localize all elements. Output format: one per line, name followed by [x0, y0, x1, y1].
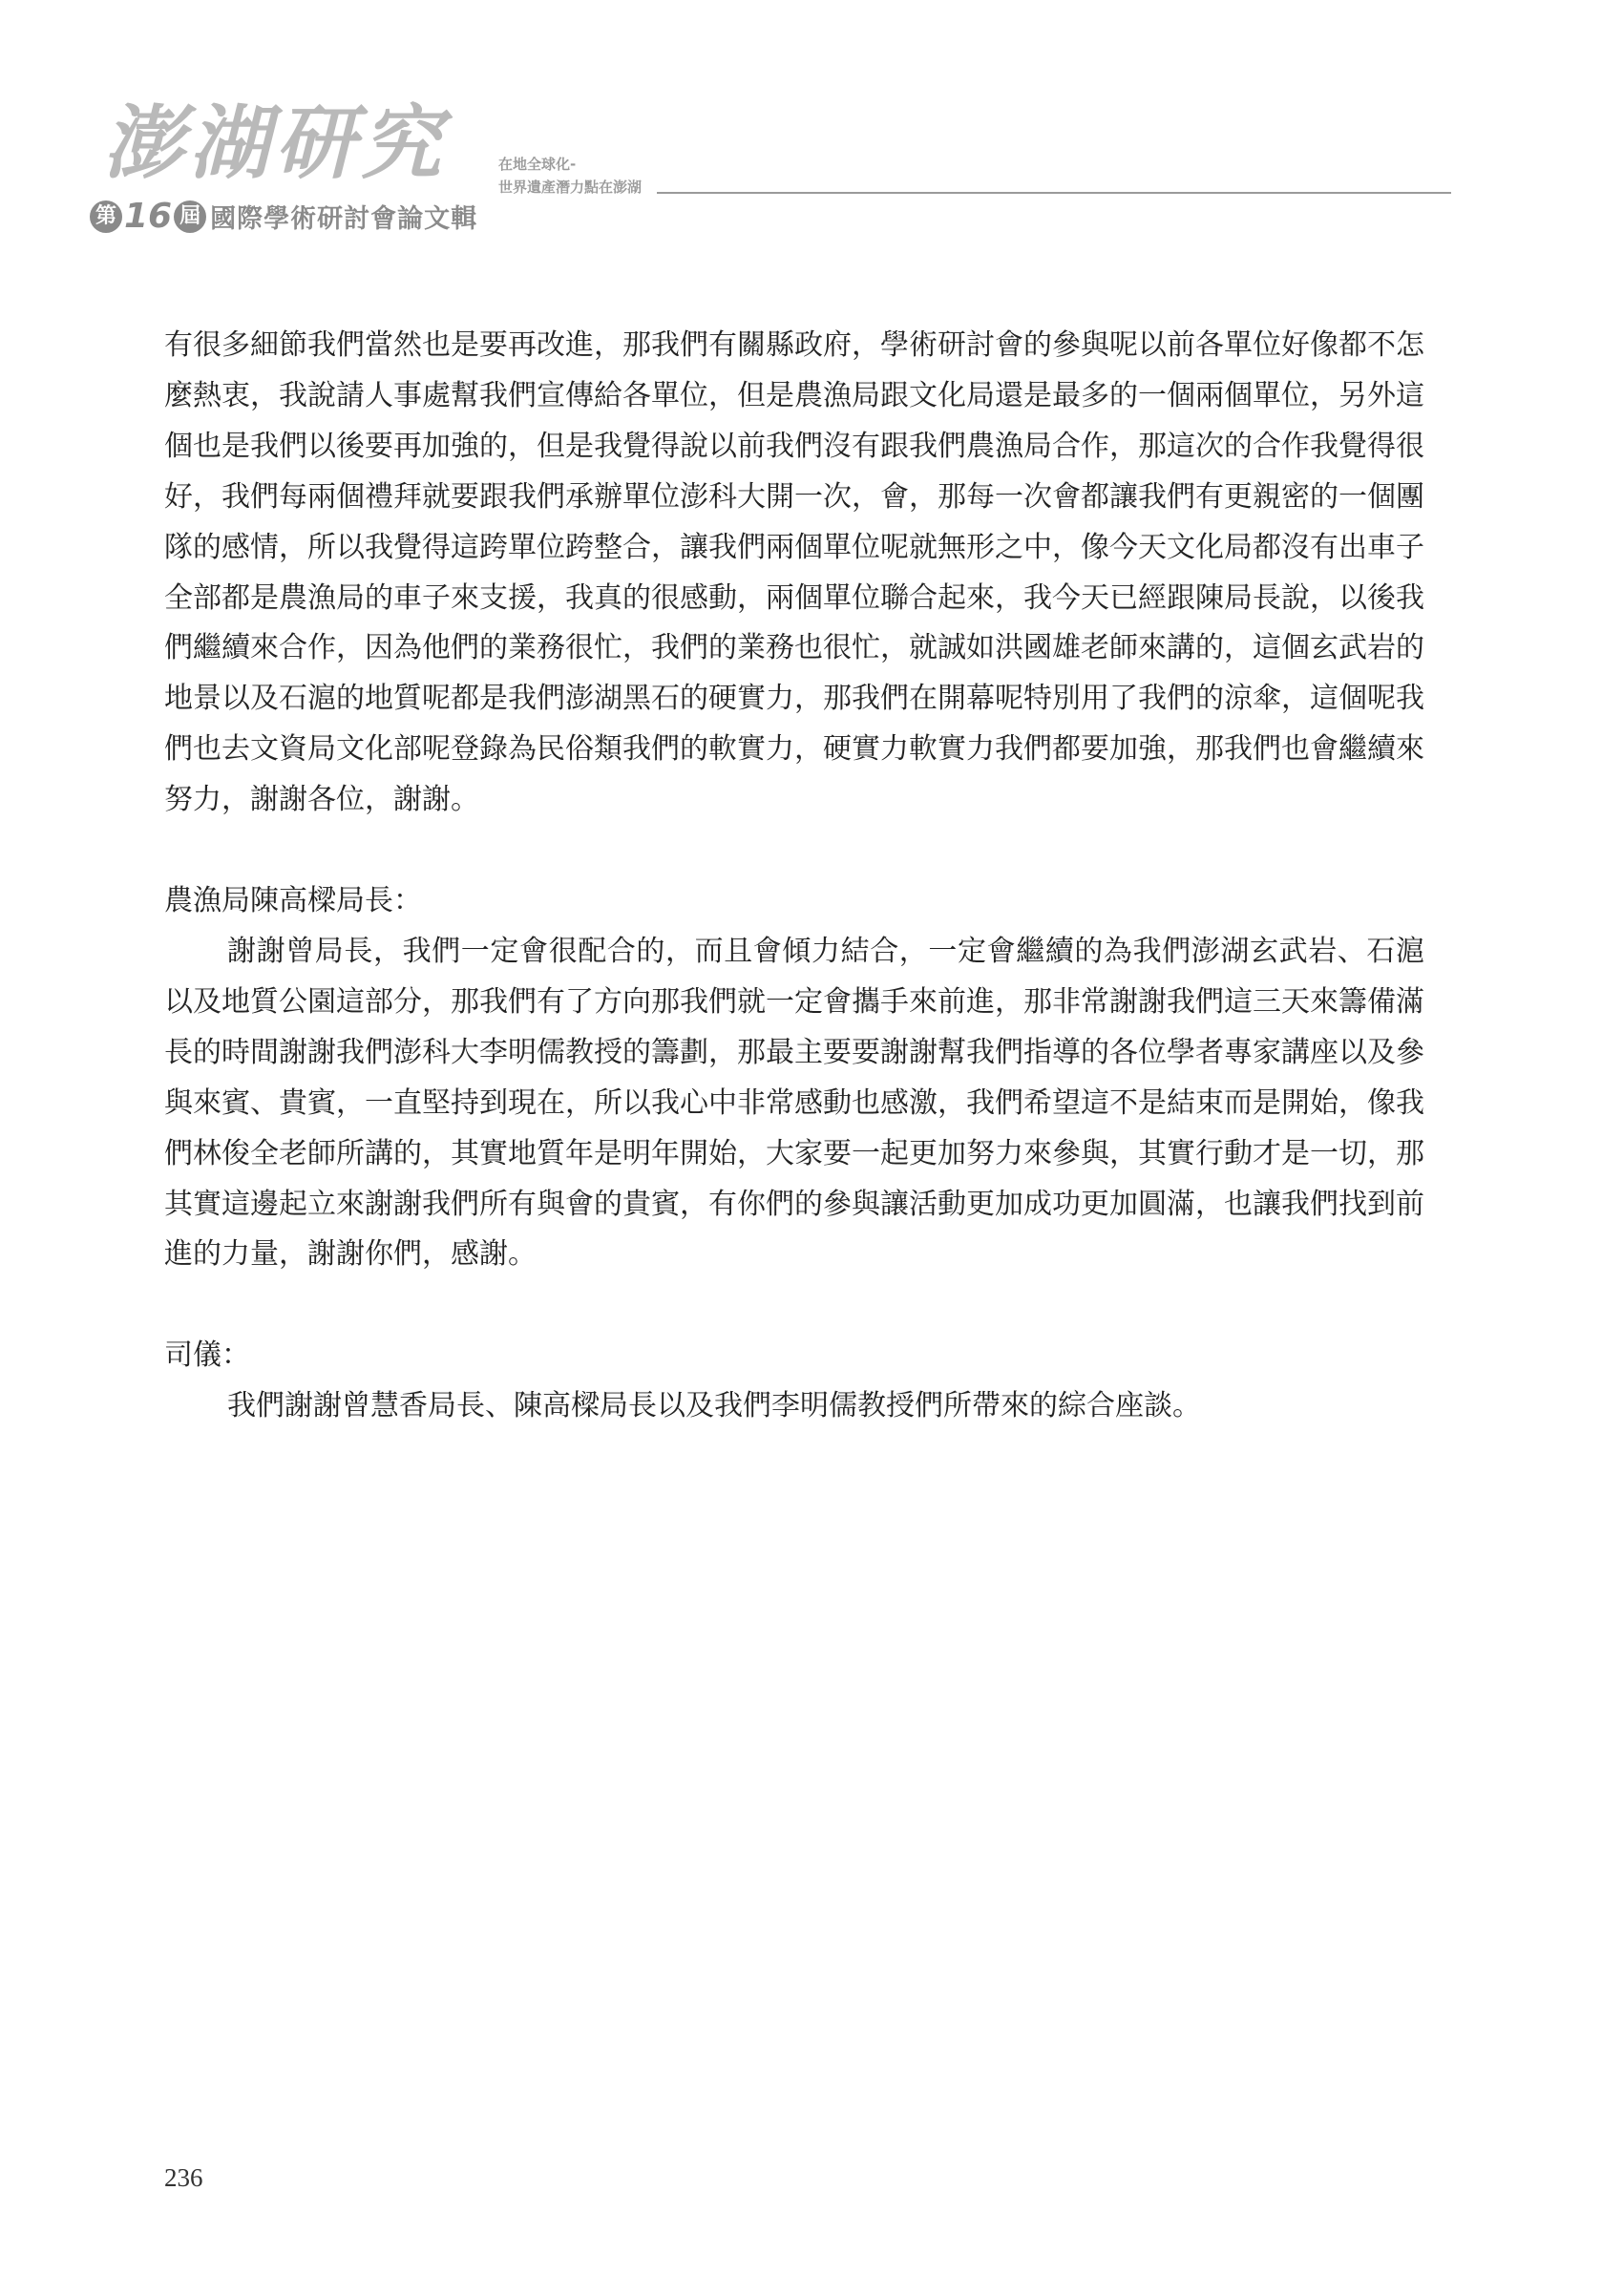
- edition-subtitle: 國際學術研討會論文輯: [210, 204, 478, 234]
- edition-suffix: 屆: [174, 200, 206, 233]
- paragraph-spacer: [164, 1280, 1424, 1331]
- body-paragraph-1: 有很多細節我們當然也是要再改進，那我們有關縣政府，學術研討會的參與呢以前各單位好像都不怎麼熱衷，我說請人事處幫我們宣傳給各單位，但是農漁局跟文化局還是最多的一個兩個單位，另外這個也是我們以後要再加強的，但是我覺得說以前我們沒有跟我們農漁局合作，那這次的合作我覺得很好，我們每兩個禮拜就要跟我們承辦單位澎科大開一次，會，那每一次會都讓我們有更親密的一個團隊的感情，所以我覺得這跨單位跨整合，讓我們兩個單位呢就無形之中，像今天文化局都沒有出車子全部都是農漁局的車子來支援，我真的很感動，兩個單位聯合起來，我今天已經跟陳局長說，以後我們繼續來合作，因為他們的業務很忙，我們的業務也很忙，就誠如洪國雄老師來講的，這個玄武岩的地景以及石滬的地質呢都是我們澎湖黑石的硬實力，那我們在開幕呢特別用了我們的涼傘，這個呢我們也去文資局文化部呢登錄為民俗類我們的軟實力，硬實力軟實力我們都要加強，那我們也會繼續來努力，謝謝各位，謝謝。: [164, 328, 1424, 817]
- edition-prefix: 第: [90, 200, 122, 233]
- journal-logo-title: 澎湖研究: [103, 95, 448, 190]
- header-divider: [657, 192, 1451, 194]
- journal-edition: [90, 198, 477, 235]
- speaker-label-host: 司儀：: [164, 1338, 250, 1373]
- body-paragraph-3: 我們謝謝曾慧香局長、陳高樑局長以及我們李明儒教授們所帶來的綜合座談。: [227, 1389, 1201, 1423]
- tagline-line-1: 在地全球化-: [498, 156, 577, 173]
- paragraph-spacer: [164, 826, 1424, 876]
- page-header: [0, 0, 1623, 248]
- journal-tagline: [498, 153, 642, 199]
- page-body: [164, 321, 1424, 1432]
- tagline-line-2: 世界遺產潛力點在澎湖: [498, 179, 643, 196]
- body-paragraph-2: 謝謝曾局長，我們一定會很配合的，而且會傾力結合，一定會繼續的為我們澎湖玄武岩、石滬以及地質公園這部分，那我們有了方向那我們就一定會攜手來前進，那非常謝謝我們這三天來籌備滿長的時間謝謝我們澎科大李明儒教授的籌劃，那最主要要謝謝幫我們指導的各位學者專家講座以及參與來賓、貴賓，一直堅持到現在，所以我心中非常感動也感激，我們希望這不是結束而是開始，像我們林俊全老師所講的，其實地質年是明年開始，大家要一起更加努力來參與，其實行動才是一切，那其實這邊起立來謝謝我們所有與會的貴賓，有你們的參與讓活動更加成功更加圓滿，也讓我們找到前進的力量，謝謝你們，感謝。: [164, 934, 1424, 1272]
- speaker-label-agriculture-director: 農漁局陳高樑局長：: [164, 884, 422, 918]
- edition-number: 16: [124, 196, 173, 236]
- page-number: 236: [164, 2163, 203, 2192]
